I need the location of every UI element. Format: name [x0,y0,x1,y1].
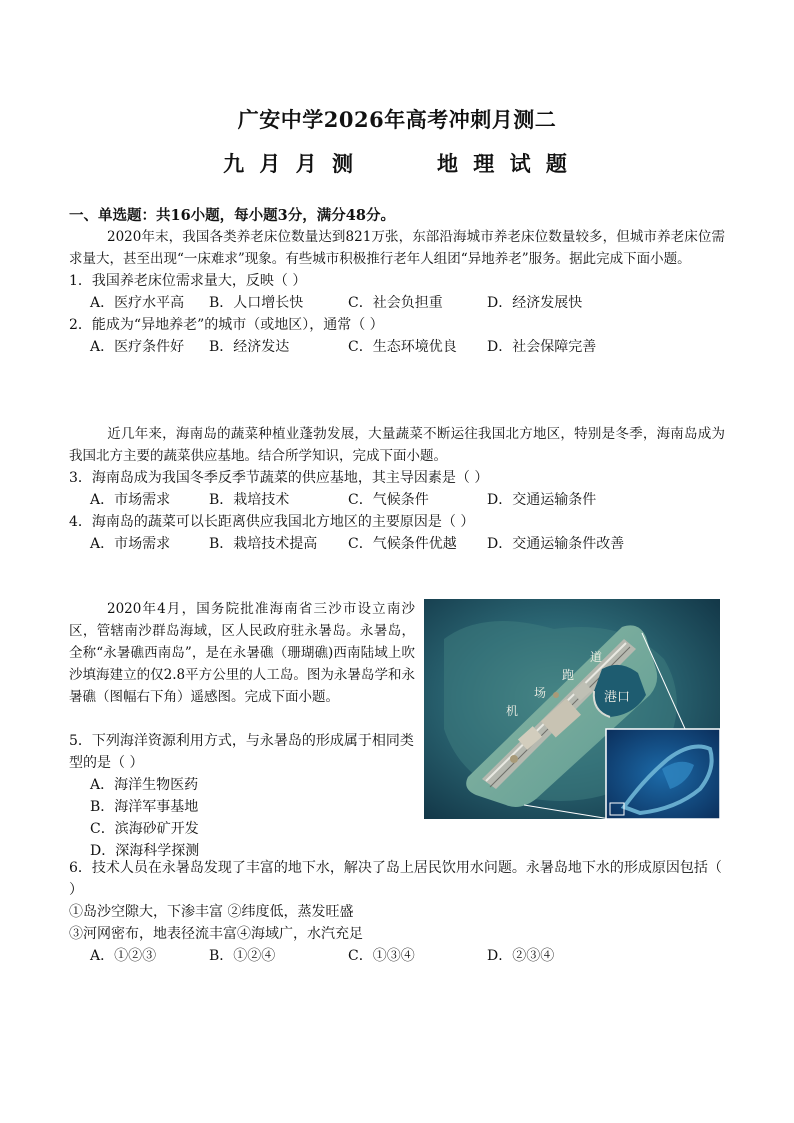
subtitle-month: 九 月 月 测 [223,151,357,176]
q4-option-d[interactable]: D．交通运输条件改善 [487,536,625,552]
q4-option-c[interactable]: C．气候条件优越 [348,536,457,552]
q5-option-a[interactable]: A．海洋生物医药 [90,777,199,793]
q4-option-b[interactable]: B．栽培技术提高 [209,536,318,552]
q2-option-d[interactable]: D．社会保障完善 [487,339,597,355]
q1-option-d[interactable]: D．经济发展快 [487,295,583,311]
question-6: 6．技术人员在永暑岛发现了丰富的地下水，解决了岛上居民饮用水问题。永暑岛地下水的形成原因包括（ ） [69,860,722,898]
question-4-options [69,533,725,555]
q6-option-c[interactable]: C．①③④ [348,948,415,964]
question-2: 2．能成为“异地养老”的城市（或地区），通常（ ） [69,317,384,333]
question-4: 4．海南岛的蔬菜可以长距离供应我国北方地区的主要原因是（ ） [69,514,475,530]
question-2-options [69,336,725,358]
runway-char-4: 道 [590,650,603,664]
q6-option-b[interactable]: B．①②④ [209,948,276,964]
q5-option-d[interactable]: D．深海科学探测 [90,843,200,859]
exam-title: 广安中学2026年高考冲刺月测二 [237,107,557,132]
q5-option-b[interactable]: B．海洋军事基地 [90,799,199,815]
exam-subtitle [0,148,794,178]
q2-option-a[interactable]: A．医疗条件好 [90,339,185,355]
question-6-statements-2: ③河网密布，地表径流丰富④海域广，水汽充足 [69,926,363,942]
question-6-statements-1: ①岛沙空隙大，下渗丰富 ②纬度低，蒸发旺盛 [69,904,354,920]
q5-option-c[interactable]: C．滨海砂矿开发 [90,821,199,837]
q2-option-c[interactable]: C．生态环境优良 [348,339,457,355]
section-heading: 一、单选题：共16小题，每小题3分，满分48分。 [69,207,395,224]
question-6-options [69,945,725,967]
passage-1: 2020年末，我国各类养老床位数量达到821万张，东部沿海城市养老床位数量较多，但城市养老床位需求量大，甚至出现“一床难求”现象。有些城市积极推行老年人组团“异地养老”服务。据此完成下面小题。 [69,229,725,267]
runway-char-3: 跑 [562,668,575,682]
question-1: 1．我国养老床位需求量大，反映（ ） [69,273,307,289]
question-5: 5．下列海洋资源利用方式，与永暑岛的形成属于相同类型的是（ ） [69,733,414,771]
runway-char-1: 机 [506,704,519,718]
q4-option-a[interactable]: A．市场需求 [90,536,171,552]
q1-option-b[interactable]: B．人口增长快 [209,295,304,311]
question-group-2 [69,423,725,555]
question-6-block [69,857,725,967]
q3-option-d[interactable]: D．交通运输条件 [487,492,597,508]
runway-char-2: 场 [534,686,547,700]
q1-option-a[interactable]: A．医疗水平高 [90,295,185,311]
satellite-image-yongshu-island [424,599,720,819]
q6-option-a[interactable]: A．①②③ [90,948,157,964]
q1-option-c[interactable]: C．社会负担重 [348,295,443,311]
subtitle-subject: 地 理 试 题 [437,151,571,176]
question-group-1 [69,226,725,358]
question-3-options [69,489,725,511]
q3-option-b[interactable]: B．栽培技术 [209,492,290,508]
question-3: 3．海南岛成为我国冬季反季节蔬菜的供应基地，其主导因素是（ ） [69,470,489,486]
question-1-options [69,292,725,314]
port-label: 港口 [604,690,631,705]
question-5-block [69,730,419,862]
q3-option-a[interactable]: A．市场需求 [90,492,171,508]
q3-option-c[interactable]: C．气候条件 [348,492,429,508]
passage-2: 近几年来，海南岛的蔬菜种植业蓬勃发展，大量蔬菜不断运往我国北方地区，特别是冬季，海南岛成为我国北方主要的蔬菜供应基地。结合所学知识，完成下面小题。 [69,426,725,464]
q6-option-d[interactable]: D．②③④ [487,948,555,964]
passage-3: 2020年4月，国务院批准海南省三沙市设立南沙区，管辖南沙群岛海域，区人民政府驻永暑岛。永暑岛，全称“永暑礁西南岛”，是在永暑礁（珊瑚礁)西南陆域上吹沙填海建立的仅2.8平方公里的人工岛。图为永暑岛学和永暑礁（图幅右下角）遥感图。完成下面小题。 [69,601,415,705]
q2-option-b[interactable]: B．经济发达 [209,339,290,355]
